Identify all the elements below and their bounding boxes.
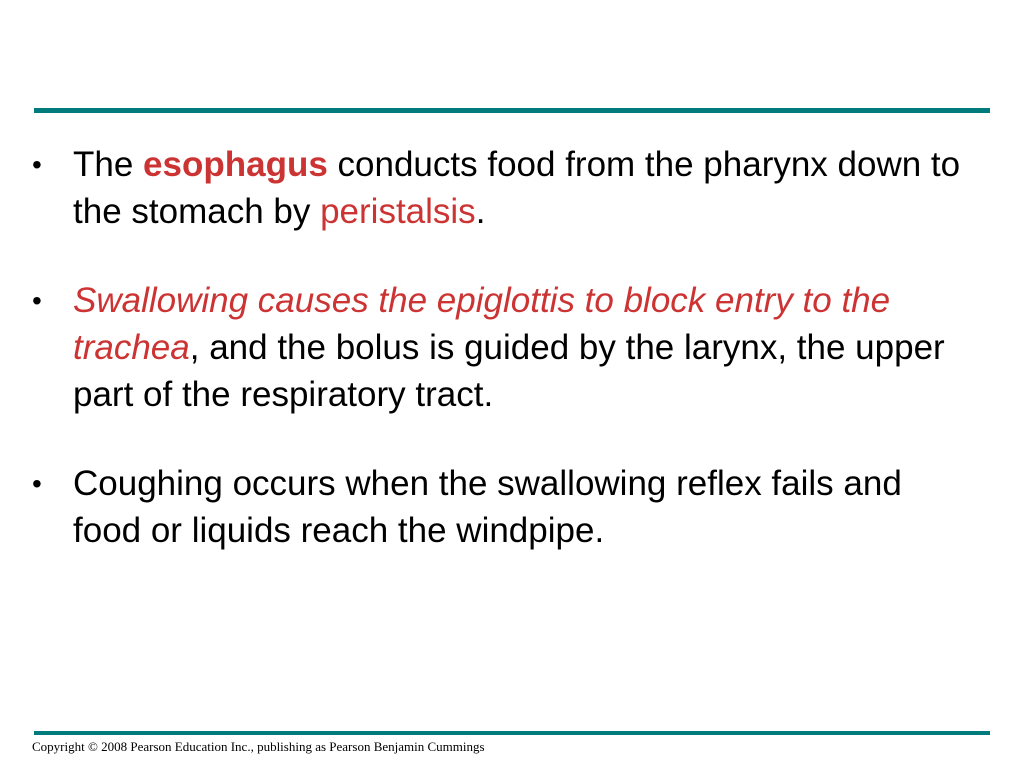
bullet-item-esophagus [32,141,972,235]
copyright-notice: Copyright © 2008 Pearson Education Inc., publishing as Pearson Benjamin Cummings [32,739,485,754]
bullet-dot: • [32,468,42,499]
bullet-segment: , and the bolus is guided by the larynx, the upper part of the respiratory tract. [73,328,945,414]
bullet-text [73,464,902,550]
bullet-text [73,145,960,231]
term-esophagus: esophagus [143,145,328,184]
bottom-divider [34,731,990,735]
bullet-segment: conducts food from the pharynx down to the stomach by [73,145,961,231]
term-peristalsis: peristalsis [320,192,476,231]
top-divider [34,108,990,113]
bullet-list [32,141,972,554]
bullet-segment: Coughing occurs when the swallowing reflex fails and food or liquids reach the windpipe. [73,464,902,550]
term-swallowing: Swallowing causes the epiglottis to block entry to the trachea [73,281,891,367]
bullet-text [73,281,945,414]
bullet-dot: • [32,149,42,180]
bullet-item-coughing [32,460,972,554]
bullet-segment: The [73,145,144,184]
bullet-item-swallowing [32,277,972,418]
bullet-dot: • [32,285,42,316]
bullet-segment: . [475,192,486,231]
